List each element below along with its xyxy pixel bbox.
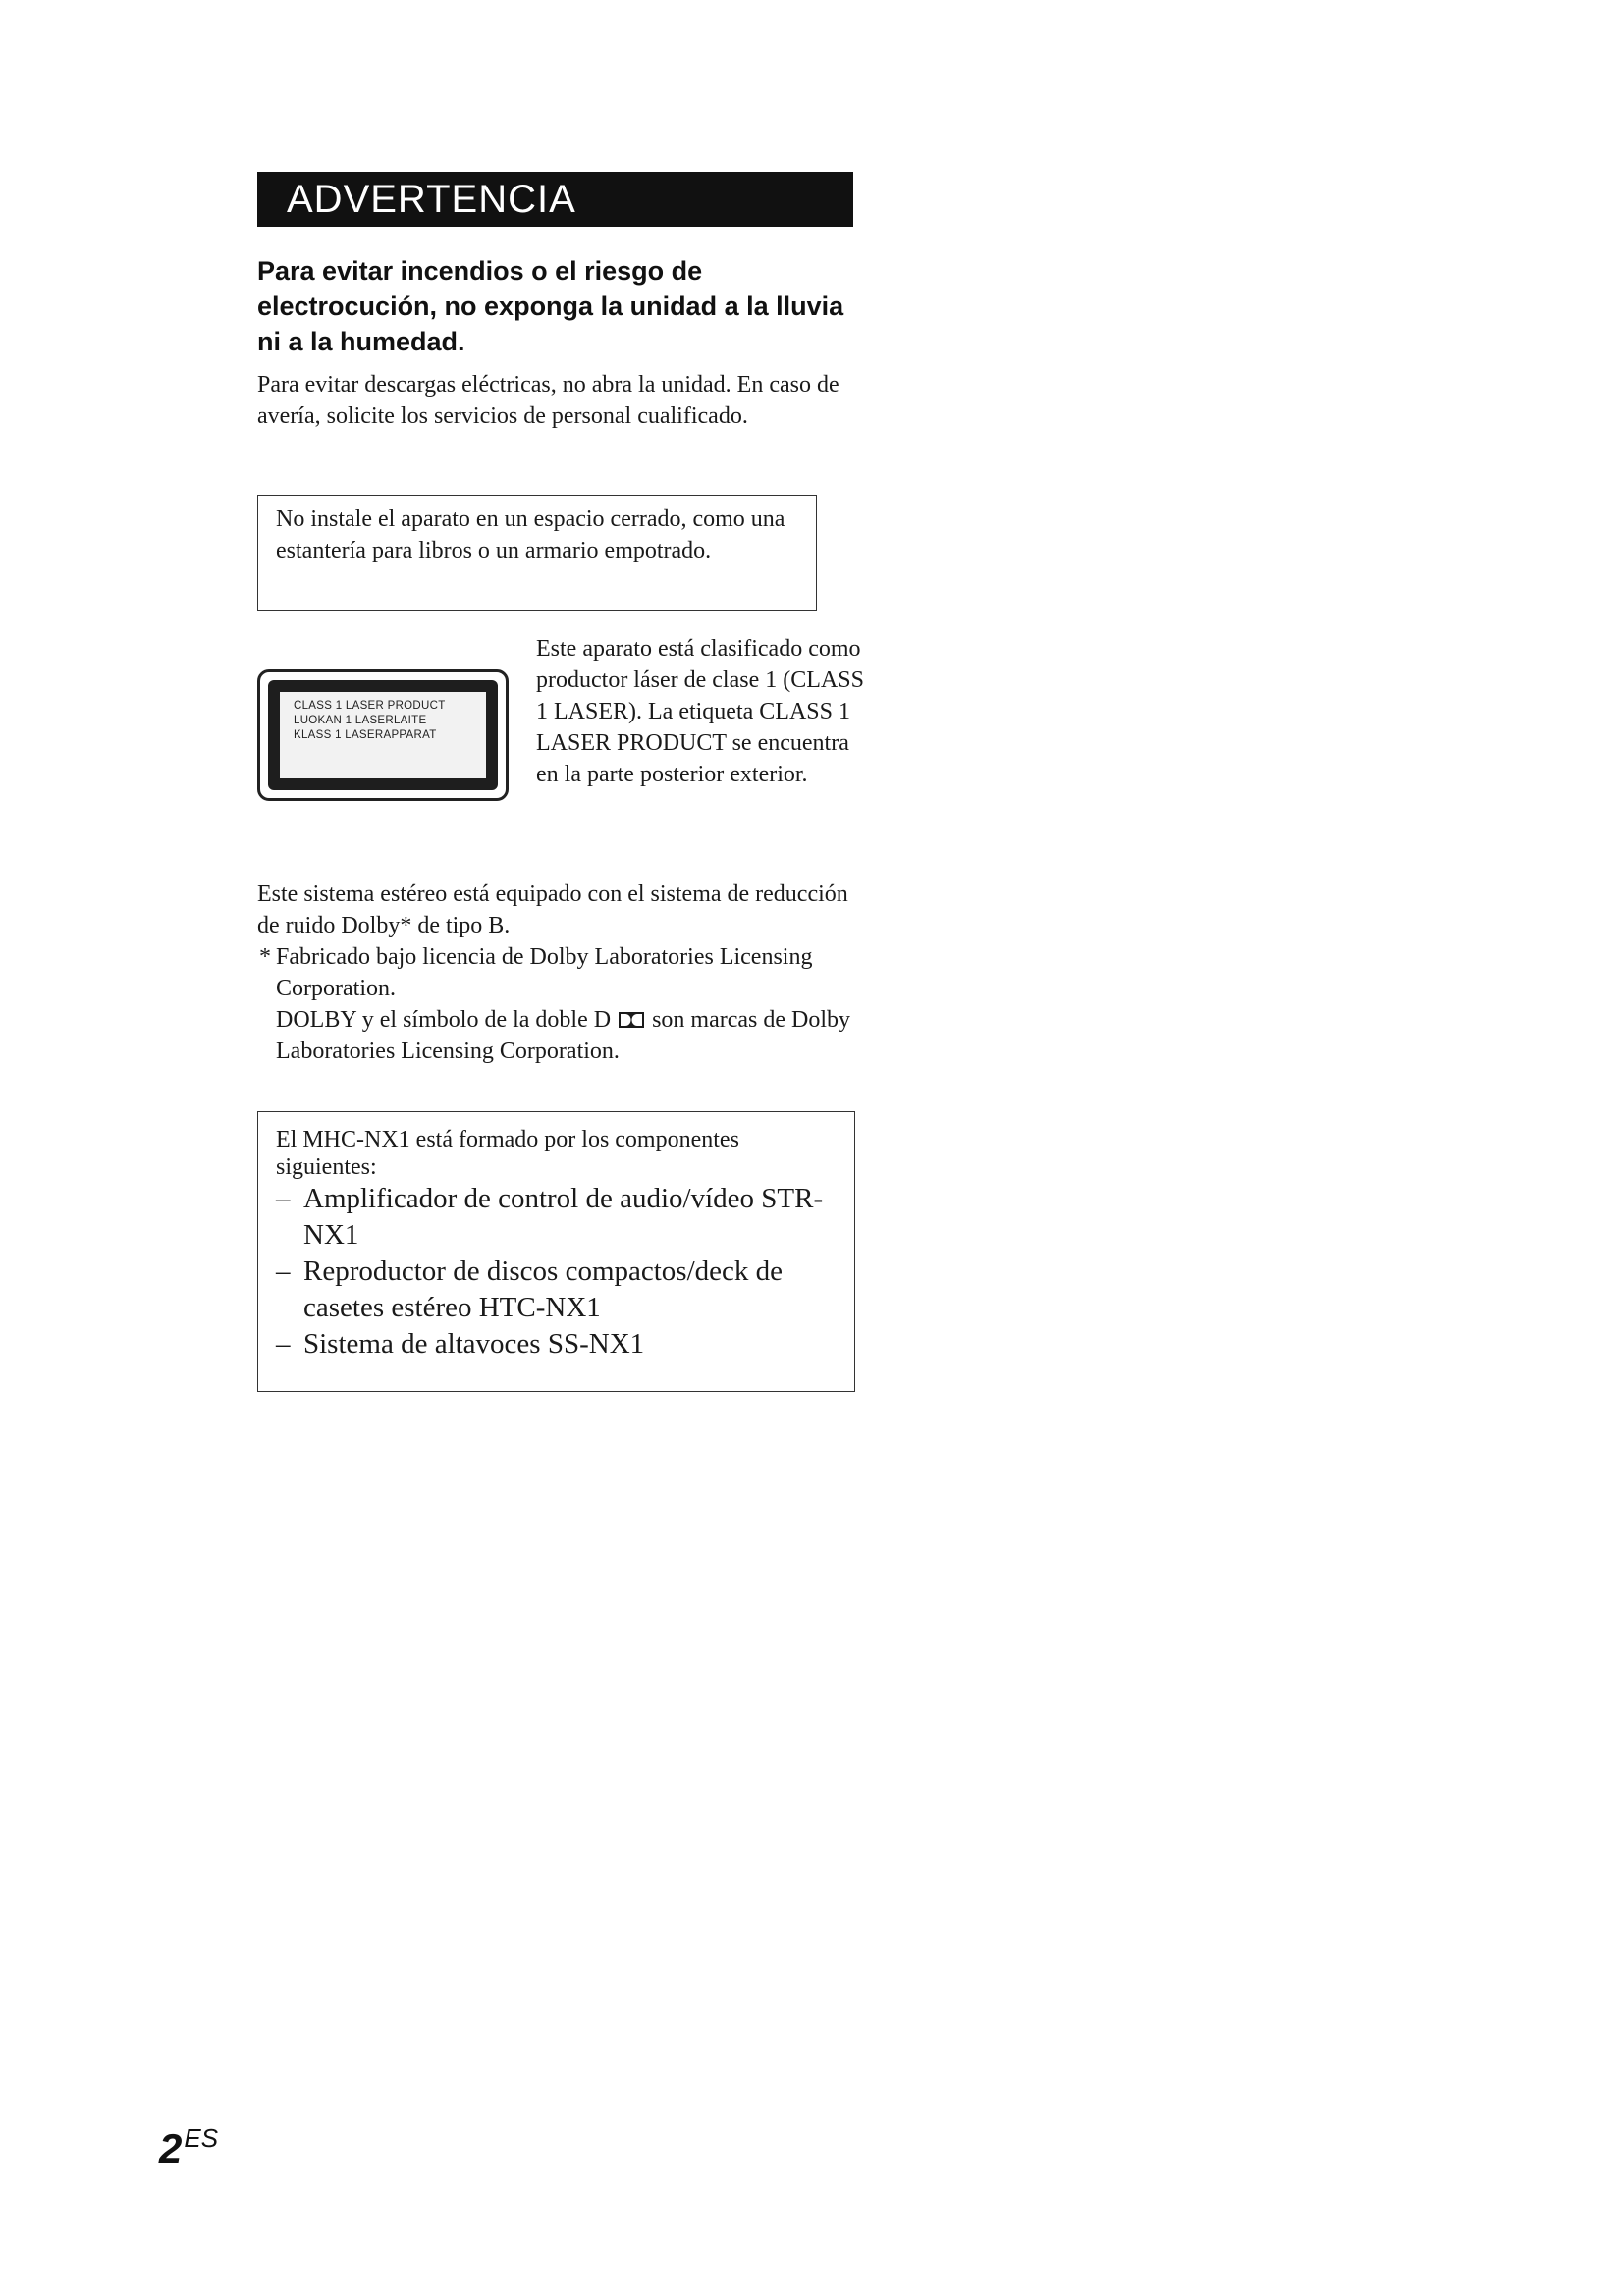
page-number	[159, 2114, 218, 2172]
laser-label-line: CLASS 1 LASER PRODUCT	[294, 700, 446, 712]
double-d-icon	[618, 1011, 645, 1029]
dolby-footnote	[257, 941, 876, 1067]
footnote-marker: *	[259, 944, 271, 970]
trademark-text-after: son marcas de Dolby Laboratories Licensing Corporation.	[276, 1007, 851, 1064]
laser-label-sticker	[280, 692, 486, 778]
component-label: Reproductor de discos compactos/deck de casetes estéreo HTC-NX1	[303, 1255, 784, 1323]
installation-notice-box	[257, 495, 817, 611]
installation-notice-text: No instale el aparato en un espacio cerrado, como una estantería para libros o un armario empotrado.	[276, 507, 785, 563]
list-dash: –	[276, 1183, 291, 1214]
component-item-cd-deck	[276, 1254, 837, 1326]
list-dash: –	[276, 1255, 291, 1287]
dolby-section	[257, 879, 876, 1067]
laser-product-label	[257, 669, 509, 801]
list-dash: –	[276, 1328, 291, 1360]
dolby-intro: Este sistema estéreo está equipado con el sistema de reducción de ruido Dolby* de tipo B.	[257, 881, 848, 938]
component-item-amplifier	[276, 1181, 837, 1254]
components-intro: El MHC-NX1 está formado por los componentes siguientes:	[276, 1127, 739, 1180]
warning-heading: Para evitar incendios o el riesgo de electrocución, no exponga la unidad a la lluvia ni a la humedad.	[257, 256, 844, 356]
component-item-speakers	[276, 1326, 837, 1362]
laser-label-frame	[268, 680, 498, 790]
page-number-digit: 2	[159, 2125, 183, 2171]
components-box	[257, 1111, 855, 1392]
warning-banner: ADVERTENCIA	[257, 172, 853, 227]
footnote-trademark	[276, 1004, 876, 1067]
component-label: Sistema de altavoces SS-NX1	[303, 1328, 645, 1360]
component-label: Amplificador de control de audio/vídeo STR-NX1	[303, 1183, 824, 1251]
trademark-text-before: DOLBY y el símbolo de la doble D	[276, 1007, 612, 1033]
warning-body: Para evitar descargas eléctricas, no abra la unidad. En caso de avería, solicite los servicios de personal cualificado.	[257, 372, 839, 429]
laser-description: Este aparato está clasificado como productor láser de clase 1 (CLASS 1 LASER). La etiqueta CLASS 1 LASER PRODUCT se encuentra en la parte posterior exterior.	[536, 636, 864, 787]
footnote-license: Fabricado bajo licencia de Dolby Laboratories Licensing Corporation.	[276, 944, 813, 1001]
page-language-suffix: ES	[184, 2123, 219, 2153]
laser-label-line: KLASS 1 LASERAPPARAT	[294, 729, 437, 741]
laser-label-line: LUOKAN 1 LASERLAITE	[294, 715, 427, 726]
